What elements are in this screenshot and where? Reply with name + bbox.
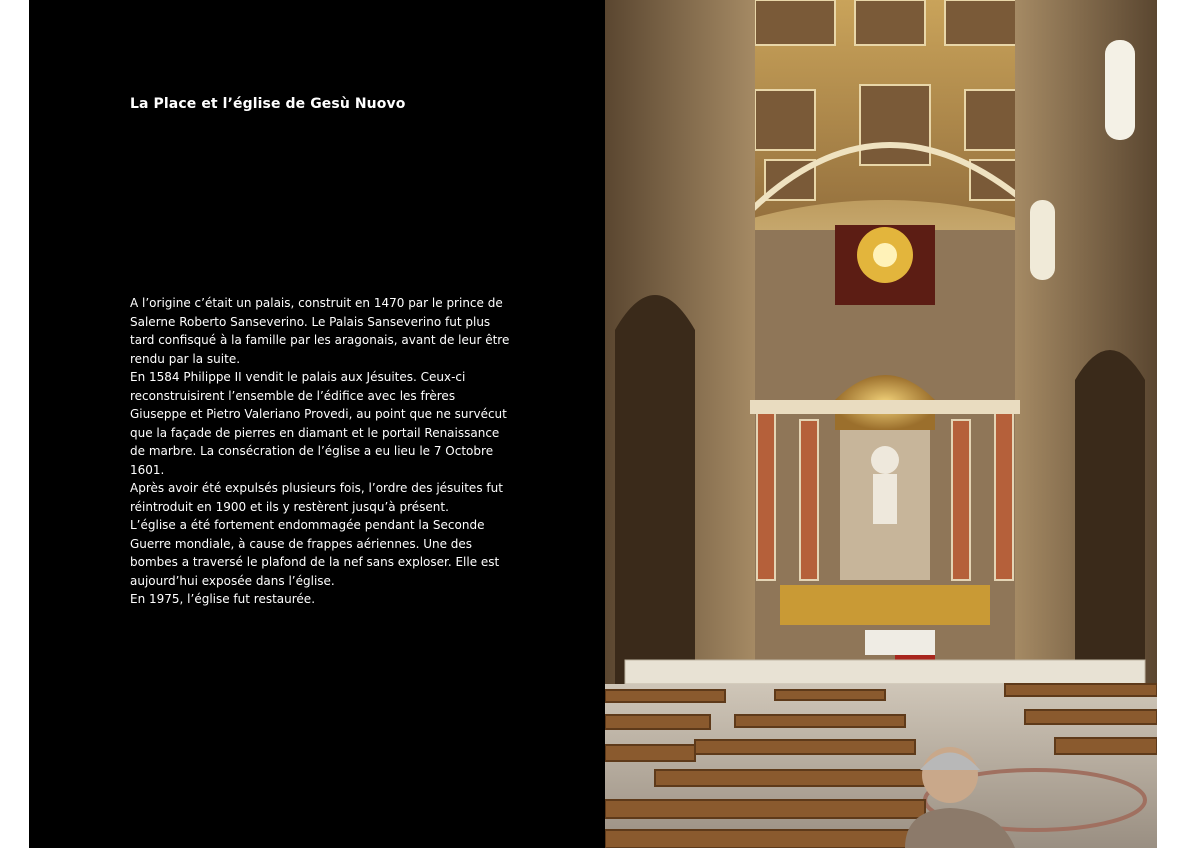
entablature (750, 400, 1020, 414)
paragraph-restoration: En 1975, l’église fut restaurée. (130, 592, 316, 606)
paragraph-expulsion: Après avoir été expulsés plusieurs fois, l’ordre des jésuites fut réintroduit en 1900 et ils y restèrent jusqu’à présent. (130, 481, 503, 514)
body-text (130, 294, 515, 609)
church-interior-photo (605, 0, 1157, 848)
paragraph-jesuits: En 1584 Philippe II vendit le palais aux Jésuites. Ceux-ci reconstruisirent l’ensemble de l’édifice avec les frères Giuseppe et Pietro Valeriano Provedi, au point que ne survécut que la façade de pierres en diamant et le portail Renaissance de marbre. La consécration de l’église a eu lieu le 7 Octobre 1601. (130, 370, 507, 477)
marble-floor (605, 684, 1157, 848)
paragraph-origin: A l’origine c’était un palais, construit en 1470 par le prince de Salerne Roberto Sanseverino. Le Palais Sanseverino fut plus tard confisqué à la famille par les aragonais, avant de leur être rendu par la suite. (130, 296, 510, 366)
altar-rail (625, 660, 1145, 684)
right-window (1105, 40, 1135, 140)
text-page (29, 0, 605, 848)
altar-table (865, 630, 935, 655)
book-spread (29, 0, 1157, 848)
paragraph-war-damage: L’église a été fortement endommagée pendant la Seconde Guerre mondiale, à cause de frappes aériennes. Une des bombes a traversé le plafond de la nef sans exploser. Elle est aujourd’hui exposée dans l’église. (130, 518, 500, 588)
gold-altar (780, 585, 990, 625)
page-title: La Place et l’église de Gesù Nuovo (130, 96, 406, 112)
right-chapel (1075, 350, 1145, 680)
church-interior-illustration (605, 0, 1157, 848)
clerestory-window (1030, 200, 1055, 280)
